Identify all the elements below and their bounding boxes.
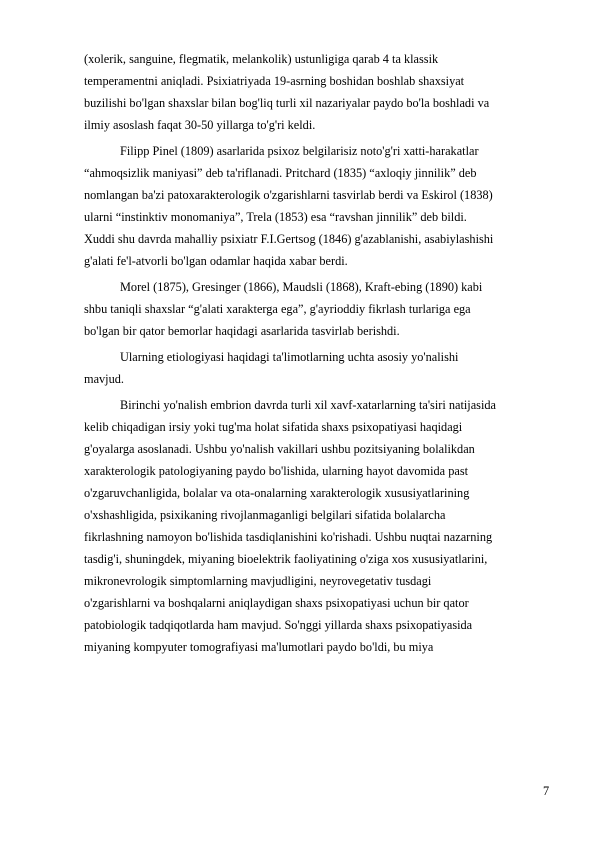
text-line: xarakterologik patologiyaning paydo bo'lishida, ularning hayot davomida past <box>84 464 469 478</box>
paragraph-first-direction <box>84 394 552 658</box>
text-line: g'alati fe'l-atvorli bo'lgan odamlar haqida xabar berdi. <box>84 254 348 268</box>
text-line: Ularning etiologiyasi haqidagi ta'limotlarning uchta asosiy yo'nalishi <box>120 350 459 364</box>
text-line: o'xshashligida, psixikaning rivojlanmaganligi belgilari sifatida bolalarcha <box>84 508 446 522</box>
text-line: o'zgaruvchanligida, bolalar va ota-onalarning xarakterologik xususiyatlarining <box>84 486 470 500</box>
text-line: fikrlashning namoyon bo'lishida tasdiqlanishini ko'rishadi. Ushbu nuqtai nazarning <box>84 530 493 544</box>
text-line: Birinchi yo'nalish embrion davrda turli xil xavf-xatarlarning ta'siri natijasida <box>120 398 496 412</box>
text-line: mikronevrologik simptomlarning mavjudligini, neyrovegetativ tusdagi <box>84 574 432 588</box>
text-line: mavjud. <box>84 372 124 386</box>
text-line: bo'lgan bir qator bemorlar haqidagi asarlarida tasvirlab berishdi. <box>84 324 400 338</box>
text-line: patobiologik tadqiqotlarda ham mavjud. So'nggi yillarda shaxs psixopatiyasida <box>84 618 473 632</box>
text-line: ularni “instinktiv monomaniya”, Trela (1853) esa “ravshan jinnilik” deb bildi. <box>84 210 467 224</box>
document-body <box>84 48 552 662</box>
paragraph-pinel <box>84 140 552 272</box>
page-number: 7 <box>543 784 550 798</box>
text-line: o'zgarishlarni va boshqalarni aniqlaydigan shaxs psixopatiyasi uchun bir qator <box>84 596 469 610</box>
paragraph-etiology <box>84 346 552 390</box>
paragraph-temperaments <box>84 48 552 136</box>
text-line: kelib chiqadigan irsiy yoki tug'ma holat sifatida shaxs psixopatiyasi haqidagi <box>84 420 463 434</box>
text-line: “ahmoqsizlik maniyasi” deb ta'riflanadi. Pritchard (1835) “axloqiy jinnilik” deb <box>84 166 477 180</box>
text-line: Filipp Pinel (1809) asarlarida psixoz belgilarisiz noto'g'ri xatti-harakatlar <box>120 144 479 158</box>
text-line: shbu taniqli shaxslar “g'alati xarakterga ega”, g'ayrioddiy fikrlash turlariga ega <box>84 302 471 316</box>
text-line: Morel (1875), Gresinger (1866), Maudsli (1868), Kraft-ebing (1890) kabi <box>120 280 483 294</box>
text-line: g'oyalarga asoslanadi. Ushbu yo'nalish vakillari ushbu pozitsiyaning bolalikdan <box>84 442 475 456</box>
text-line: tasdig'i, shuningdek, miyaning bioelektrik faoliyatining o'ziga xos xususiyatlarini, <box>84 552 488 566</box>
text-line: buzilishi bo'lgan shaxslar bilan bog'liq turli xil nazariyalar paydo bo'la boshladi va <box>84 96 490 110</box>
paragraph-morel <box>84 276 552 342</box>
text-line: (xolerik, sanguine, flegmatik, melankolik) ustunligiga qarab 4 ta klassik <box>84 52 439 66</box>
text-line: miyaning kompyuter tomografiyasi ma'lumotlari paydo bo'ldi, bu miya <box>84 640 434 654</box>
text-line: Xuddi shu davrda mahalliy psixiatr F.I.Gertsog (1846) g'azablanishi, asabiylashishi <box>84 232 494 246</box>
text-line: nomlangan ba'zi patoxarakterologik o'zgarishlarni tasvirlab berdi va Eskirol (1838) <box>84 188 493 202</box>
text-line: temperamentni aniqladi. Psixiatriyada 19-asrning boshidan boshlab shaxsiyat <box>84 74 465 88</box>
text-line: ilmiy asoslash faqat 30-50 yillarga to'g'ri keldi. <box>84 118 316 132</box>
